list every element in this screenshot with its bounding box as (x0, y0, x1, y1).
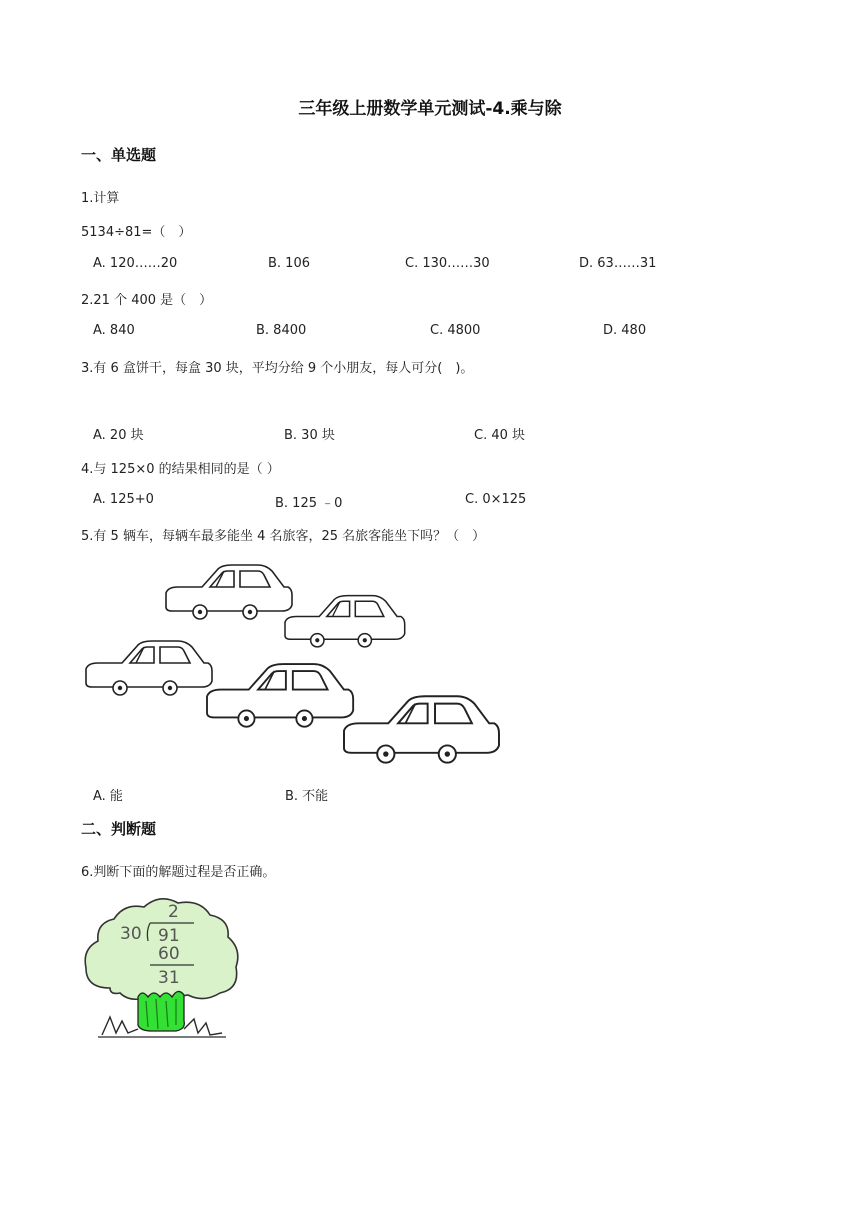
question-4-option-c[interactable]: C. 0×125 (465, 492, 527, 507)
question-5-stem: 5.有 5 辆车，每辆车最多能坐 4 名旅客，25 名旅客能坐下吗？（ ） (81, 529, 486, 544)
car-4 (207, 664, 353, 727)
question-5-option-b[interactable]: B. 不能 (285, 789, 329, 804)
car-5 (344, 696, 499, 762)
question-1-option-a[interactable]: A. 120……20 (93, 256, 178, 271)
question-4-option-a[interactable]: A. 125+0 (93, 492, 154, 507)
question-1-stem: 1.计算 (81, 191, 120, 206)
question-2-stem: 2.21 个 400 是（ ） (81, 293, 213, 308)
division-divisor: 30 (120, 924, 142, 944)
division-quotient: 2 (168, 902, 179, 922)
question-2-option-c[interactable]: C. 4800 (430, 323, 481, 338)
car-2 (285, 596, 405, 647)
question-3-option-c[interactable]: C. 40 块 (474, 428, 526, 443)
question-2-option-a[interactable]: A. 840 (93, 323, 135, 338)
question-2-option-b[interactable]: B. 8400 (256, 323, 307, 338)
question-4-option-b[interactable]: B. 125 ﹣0 (275, 496, 343, 511)
question-4-stem: 4.与 125×0 的结果相同的是（ ） (81, 462, 280, 477)
question-1-option-b[interactable]: B. 106 (268, 256, 310, 271)
question-1-option-d[interactable]: D. 63……31 (579, 256, 657, 271)
question-3-option-b[interactable]: B. 30 块 (284, 428, 335, 443)
question-2-option-d[interactable]: D. 480 (603, 323, 647, 338)
section-heading-true-false: 二、判断题 (81, 820, 157, 838)
page-title: 三年级上册数学单元测试-4.乘与除 (298, 99, 562, 119)
question-1-option-c[interactable]: C. 130……30 (405, 256, 490, 271)
division-product: 60 (158, 944, 180, 964)
question-6-stem: 6.判断下面的解题过程是否正确。 (81, 865, 276, 880)
division-remainder: 31 (158, 968, 180, 988)
section-heading-single-choice: 一、单选题 (81, 146, 157, 164)
question-5-option-a[interactable]: A. 能 (93, 789, 123, 804)
question-3-stem: 3.有 6 盒饼干，每盒 30 块，平均分给 9 个小朋友，每人可分( )。 (81, 361, 474, 376)
car-3 (86, 641, 212, 695)
question-1-expression: 5134÷81=（ ） (81, 225, 192, 240)
car-1 (166, 565, 292, 619)
tree-illustration (80, 893, 245, 1043)
division-dividend: 91 (158, 926, 180, 946)
question-3-option-a[interactable]: A. 20 块 (93, 428, 144, 443)
